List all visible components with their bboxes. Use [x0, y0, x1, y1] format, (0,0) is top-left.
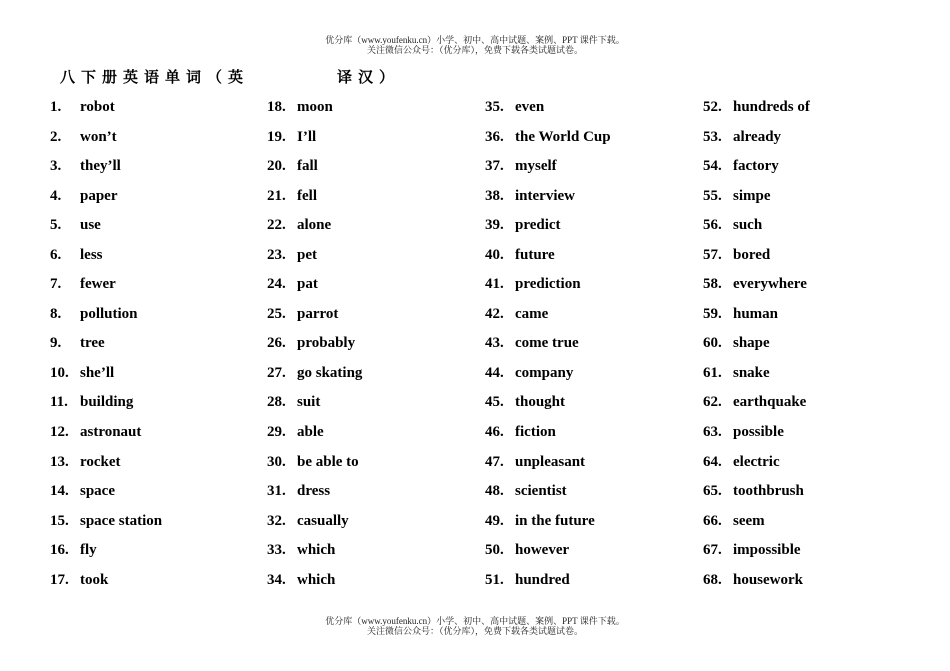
footer-line-2: 关注微信公众号：（优分库），免费下载各类试题试卷。 [366, 626, 583, 636]
word-entry [485, 93, 695, 123]
entry-number: 5. [50, 217, 62, 234]
entry-word: possible [733, 424, 784, 441]
entry-number: 50. [485, 542, 504, 559]
word-column-1 [50, 93, 260, 595]
entry-word: impossible [733, 542, 801, 559]
word-entry [703, 536, 913, 566]
word-entry [485, 152, 695, 182]
entry-word: I’ll [297, 128, 317, 145]
entry-number: 26. [267, 335, 286, 352]
entry-word: space station [80, 512, 163, 529]
word-entry [703, 211, 913, 241]
word-entry [703, 300, 913, 330]
entry-word: come true [515, 335, 579, 352]
entry-number: 38. [485, 187, 504, 204]
entry-number: 19. [267, 128, 286, 145]
word-entry [50, 418, 260, 448]
entry-word: came [515, 305, 549, 322]
word-entry [267, 182, 477, 212]
word-entry [50, 388, 260, 418]
word-column-3 [485, 93, 695, 595]
entry-number: 37. [485, 158, 504, 175]
entry-number: 25. [267, 305, 286, 322]
entry-number: 57. [703, 246, 722, 263]
entry-word: housework [733, 571, 804, 588]
entry-word: bored [733, 246, 771, 263]
word-entry [485, 418, 695, 448]
word-entry [703, 152, 913, 182]
word-entry [267, 388, 477, 418]
entry-word: simpe [733, 187, 771, 204]
entry-word: interview [515, 187, 575, 204]
word-entry [485, 270, 695, 300]
entry-number: 52. [703, 99, 722, 115]
word-entry [50, 182, 260, 212]
entry-word: less [80, 246, 103, 263]
entry-word: tree [80, 335, 105, 352]
word-entry [485, 300, 695, 330]
entry-number: 67. [703, 542, 722, 559]
entry-word: thought [515, 394, 566, 411]
entry-word: able [297, 424, 324, 441]
entry-number: 46. [485, 424, 504, 441]
footer-line-1: 优分库（www.youfenku.cn）小学、初中、高中试题、案例、PPT 课件下载。 [325, 616, 625, 626]
entry-word: toothbrush [733, 483, 804, 500]
entry-word: fewer [80, 276, 116, 293]
entry-number: 20. [267, 158, 286, 175]
entry-word: company [515, 364, 574, 381]
entry-word: in the future [515, 512, 595, 529]
entry-word: rocket [80, 453, 121, 470]
entry-word: won’t [80, 128, 117, 145]
word-entry [267, 507, 477, 537]
entry-number: 45. [485, 394, 504, 411]
entry-number: 48. [485, 483, 504, 500]
word-entry [703, 241, 913, 271]
word-entry [703, 329, 913, 359]
word-entry [703, 123, 913, 153]
entry-word: which [297, 542, 336, 559]
entry-number: 39. [485, 217, 504, 234]
entry-word: hundreds of [733, 99, 810, 115]
entry-word: seem [733, 512, 765, 529]
word-entry [703, 182, 913, 212]
word-entry [267, 123, 477, 153]
word-entry [703, 359, 913, 389]
word-entry [485, 359, 695, 389]
entry-word: fall [297, 158, 318, 175]
entry-number: 42. [485, 305, 504, 322]
entry-number: 32. [267, 512, 286, 529]
word-entry [267, 566, 477, 596]
entry-word: be able to [297, 453, 359, 470]
entry-word: earthquake [733, 394, 807, 411]
entry-number: 4. [50, 187, 62, 204]
entry-number: 59. [703, 305, 722, 322]
word-entry [267, 448, 477, 478]
entry-number: 21. [267, 187, 286, 204]
entry-number: 29. [267, 424, 286, 441]
entry-word: myself [515, 158, 557, 175]
entry-word: the World Cup [515, 128, 611, 145]
word-entry [50, 536, 260, 566]
entry-number: 56. [703, 217, 722, 234]
entry-number: 44. [485, 364, 504, 381]
header-line-2: 关注微信公众号：（优分库），免费下载各类试题试卷。 [366, 45, 583, 55]
word-entry [703, 270, 913, 300]
entry-word: pollution [80, 305, 138, 322]
entry-number: 31. [267, 483, 286, 500]
entry-word: go skating [297, 364, 363, 381]
entry-number: 6. [50, 246, 62, 263]
word-entry [50, 123, 260, 153]
word-entry [703, 418, 913, 448]
word-entry [485, 536, 695, 566]
entry-word: took [80, 571, 109, 588]
word-entry [50, 93, 260, 123]
word-entry [267, 418, 477, 448]
entry-number: 16. [50, 542, 69, 559]
entry-number: 34. [267, 571, 286, 588]
entry-word: shape [733, 335, 770, 352]
page-footer [0, 616, 950, 636]
entry-word: suit [297, 394, 321, 411]
word-entry [703, 388, 913, 418]
word-entry [50, 300, 260, 330]
entry-number: 40. [485, 246, 504, 263]
entry-number: 14. [50, 483, 69, 500]
entry-number: 53. [703, 128, 722, 145]
word-entry [267, 329, 477, 359]
entry-word: future [515, 246, 555, 263]
entry-number: 30. [267, 453, 286, 470]
entry-number: 62. [703, 394, 722, 411]
entry-word: use [80, 217, 101, 234]
entry-word: pat [297, 276, 318, 293]
entry-number: 47. [485, 453, 504, 470]
word-entry [267, 211, 477, 241]
word-entry [50, 152, 260, 182]
entry-word: even [515, 99, 545, 115]
word-entry [267, 359, 477, 389]
entry-number: 36. [485, 128, 504, 145]
entry-word: astronaut [80, 424, 142, 441]
entry-number: 54. [703, 158, 722, 175]
entry-number: 22. [267, 217, 286, 234]
word-entry [267, 477, 477, 507]
entry-number: 13. [50, 453, 69, 470]
entry-word: parrot [297, 305, 339, 322]
entry-word: fiction [515, 424, 556, 441]
entry-word: fly [80, 542, 97, 559]
entry-word: robot [80, 99, 115, 115]
entry-number: 1. [50, 99, 62, 115]
entry-number: 43. [485, 335, 504, 352]
entry-number: 7. [50, 276, 62, 293]
entry-number: 51. [485, 571, 504, 588]
entry-word: casually [297, 512, 349, 529]
entry-number: 3. [50, 158, 62, 175]
word-entry [485, 182, 695, 212]
entry-word: pet [297, 246, 317, 263]
entry-number: 10. [50, 364, 69, 381]
word-entry [485, 388, 695, 418]
page-header [0, 35, 950, 55]
entry-number: 12. [50, 424, 69, 441]
entry-number: 9. [50, 335, 62, 352]
word-entry [485, 241, 695, 271]
word-entry [50, 477, 260, 507]
entry-number: 18. [267, 99, 286, 115]
entry-number: 64. [703, 453, 722, 470]
entry-number: 49. [485, 512, 504, 529]
entry-word: everywhere [733, 276, 807, 293]
entry-number: 41. [485, 276, 504, 293]
word-entry [267, 152, 477, 182]
page-title [60, 66, 420, 88]
entry-number: 61. [703, 364, 722, 381]
entry-word: which [297, 571, 336, 588]
entry-word: predict [515, 217, 561, 234]
entry-number: 60. [703, 335, 722, 352]
word-entry [267, 93, 477, 123]
word-entry [485, 566, 695, 596]
entry-word: building [80, 394, 134, 411]
entry-word: moon [297, 99, 333, 115]
entry-number: 63. [703, 424, 722, 441]
word-column-2 [267, 93, 477, 595]
word-entry [485, 329, 695, 359]
entry-word: factory [733, 158, 779, 175]
word-entry [485, 477, 695, 507]
entry-word: electric [733, 453, 780, 470]
word-entry [485, 211, 695, 241]
entry-number: 28. [267, 394, 286, 411]
entry-word: already [733, 128, 782, 145]
entry-number: 68. [703, 571, 722, 588]
word-entry [703, 93, 913, 123]
word-entry [50, 448, 260, 478]
entry-number: 2. [50, 128, 62, 145]
entry-word: probably [297, 335, 356, 352]
word-entry [50, 566, 260, 596]
word-entry [50, 359, 260, 389]
word-entry [703, 448, 913, 478]
word-column-4 [703, 93, 913, 595]
word-entry [703, 507, 913, 537]
entry-word: fell [297, 187, 317, 204]
entry-number: 58. [703, 276, 722, 293]
header-line-1: 优分库（www.youfenku.cn）小学、初中、高中试题、案例、PPT 课件下载。 [325, 35, 625, 45]
entry-word: human [733, 305, 779, 322]
word-entry [703, 477, 913, 507]
entry-number: 66. [703, 512, 722, 529]
entry-word: space [80, 483, 115, 500]
word-entry [267, 300, 477, 330]
entry-number: 35. [485, 99, 504, 115]
word-entry [50, 507, 260, 537]
word-entry [267, 241, 477, 271]
word-entry [485, 507, 695, 537]
entry-word: hundred [515, 571, 570, 588]
word-entry [485, 123, 695, 153]
entry-word: prediction [515, 276, 581, 293]
entry-number: 8. [50, 305, 62, 322]
entry-number: 27. [267, 364, 286, 381]
title-right: 译汉） [337, 70, 401, 86]
entry-word: however [515, 542, 570, 559]
entry-number: 55. [703, 187, 722, 204]
entry-word: paper [80, 187, 118, 204]
entry-word: she’ll [80, 364, 115, 381]
word-entry [50, 241, 260, 271]
entry-word: alone [297, 217, 332, 234]
word-entry [485, 448, 695, 478]
title-left: 八下册英语单词（英 [60, 70, 250, 86]
entry-number: 11. [50, 394, 68, 411]
entry-word: unpleasant [515, 453, 586, 470]
entry-number: 15. [50, 512, 69, 529]
entry-number: 33. [267, 542, 286, 559]
entry-word: scientist [515, 483, 567, 500]
word-entry [50, 270, 260, 300]
entry-word: snake [733, 364, 770, 381]
entry-word: such [733, 217, 763, 234]
entry-number: 24. [267, 276, 286, 293]
word-entry [267, 536, 477, 566]
word-entry [267, 270, 477, 300]
entry-number: 23. [267, 246, 286, 263]
word-entry [50, 211, 260, 241]
word-entry [50, 329, 260, 359]
entry-word: they’ll [80, 158, 121, 175]
entry-number: 65. [703, 483, 722, 500]
entry-number: 17. [50, 571, 69, 588]
entry-word: dress [297, 483, 331, 500]
word-entry [703, 566, 913, 596]
